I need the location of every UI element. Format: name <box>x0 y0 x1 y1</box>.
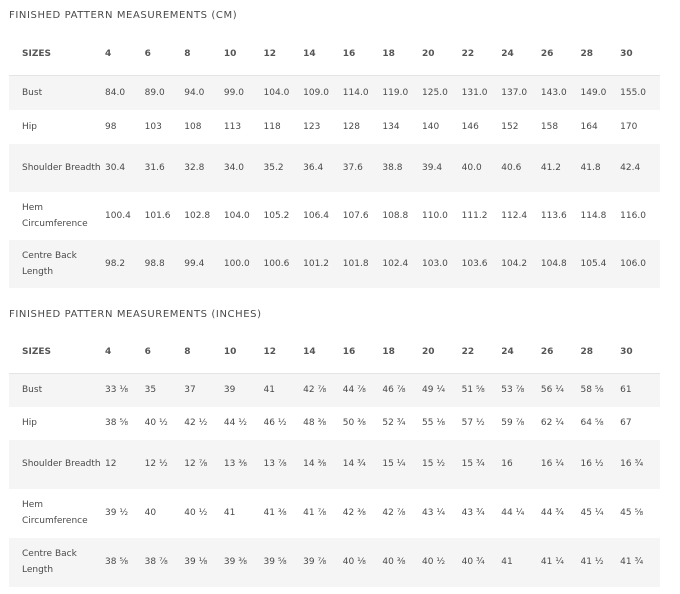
table-row <box>9 489 660 538</box>
table-header-row <box>9 32 660 76</box>
measurement-cell: 119.0 <box>382 87 409 98</box>
size-header-12: 12 <box>263 346 277 357</box>
measurement-cell: 38 ⅝ <box>105 557 129 567</box>
measurement-cell: 16 ¼ <box>540 459 564 469</box>
row-label: Bust <box>22 87 43 98</box>
table-row <box>9 76 660 110</box>
measurement-cell: 51 ⅝ <box>461 385 485 396</box>
table-row <box>9 240 660 288</box>
measurement-cell: 31.6 <box>144 162 165 173</box>
measurement-cell: 140 <box>422 121 440 132</box>
measurement-cell: 107.6 <box>342 210 369 221</box>
measurement-cell: 13 ⅞ <box>263 459 287 469</box>
measurement-cell: 164 <box>580 121 598 132</box>
measurement-cell: 16 <box>501 459 513 469</box>
measurement-cell: 111.2 <box>461 210 488 221</box>
table-row <box>9 144 660 192</box>
size-header-28: 28 <box>580 346 594 357</box>
measurement-cell: 106.4 <box>303 210 329 221</box>
measurement-cell: 137.0 <box>501 87 528 98</box>
row-label: Shoulder Breadth <box>22 162 101 173</box>
measurement-cell: 146 <box>461 121 479 132</box>
measurement-cell: 40 <box>144 508 157 518</box>
measurement-cell: 40 ¾ <box>461 557 485 567</box>
size-header-18: 18 <box>382 346 395 357</box>
measurement-cell: 39 ⅜ <box>223 557 247 567</box>
measurement-cell: 16 ½ <box>580 459 604 469</box>
measurement-cell: 55 ⅛ <box>422 418 446 428</box>
measurement-cell: 40 ½ <box>422 557 446 567</box>
measurement-cell: 155.0 <box>620 87 646 98</box>
measurement-cell: 42 ⅜ <box>342 508 366 518</box>
measurement-cell: 45 ¼ <box>580 508 604 518</box>
measurement-cell: 56 ¼ <box>540 385 564 396</box>
measurement-cell: 44 ⅞ <box>342 385 366 396</box>
measurement-cell: 118 <box>263 121 281 132</box>
measurement-cell: 44 ¾ <box>540 508 564 518</box>
size-header-4: 4 <box>105 346 112 357</box>
table-row <box>9 374 660 407</box>
row-label: Bust <box>22 385 43 396</box>
measurement-cell: 131.0 <box>461 87 488 98</box>
measurement-cell: 48 ⅜ <box>303 418 327 428</box>
measurement-cell: 40.0 <box>461 162 482 173</box>
measurement-cell: 15 ¾ <box>461 459 485 469</box>
measurement-cell: 101.8 <box>342 258 369 269</box>
measurement-cell: 43 ¾ <box>461 508 485 518</box>
measurement-cell: 42 ½ <box>184 418 208 428</box>
measurement-cell: 101.6 <box>144 210 171 221</box>
measurement-cell: 94.0 <box>184 87 205 98</box>
measurement-cell: 109.0 <box>303 87 329 98</box>
size-header-30: 30 <box>620 48 633 59</box>
measurement-cell: 112.4 <box>501 210 528 221</box>
measurement-cell: 114.8 <box>580 210 607 221</box>
measurement-cell: 128 <box>342 121 360 132</box>
sizes-header: SIZES <box>22 346 51 357</box>
size-header-14: 14 <box>303 346 316 357</box>
row-label: Hem Circumference <box>22 202 88 229</box>
measurement-cell: 113.6 <box>540 210 567 221</box>
measurement-cell: 45 ⅝ <box>620 508 644 518</box>
measurement-cell: 100.0 <box>223 258 250 269</box>
measurement-cell: 53 ⅞ <box>501 385 525 396</box>
measurement-cell: 62 ¼ <box>540 418 564 428</box>
measurement-cell: 35 <box>144 385 157 396</box>
size-header-4: 4 <box>105 48 112 59</box>
inches-section-title: FINISHED PATTERN MEASUREMENTS (INCHES) <box>9 309 262 320</box>
measurement-cell: 104.0 <box>263 87 290 98</box>
measurement-cell: 105.2 <box>263 210 290 221</box>
table-row <box>9 192 660 240</box>
measurement-cell: 42 ⅞ <box>303 385 327 396</box>
size-header-18: 18 <box>382 48 395 59</box>
measurement-cell: 41 ½ <box>580 557 604 567</box>
measurement-cell: 104.8 <box>540 258 567 269</box>
measurement-cell: 116.0 <box>620 210 646 221</box>
row-label: Shoulder Breadth <box>22 459 101 469</box>
measurement-cell: 64 ⅝ <box>580 418 604 428</box>
measurement-cell: 41.8 <box>580 162 601 173</box>
size-header-20: 20 <box>422 346 435 357</box>
measurement-cell: 98 <box>105 121 117 132</box>
measurement-cell: 57 ½ <box>461 418 485 428</box>
size-header-16: 16 <box>342 346 356 357</box>
measurement-cell: 89.0 <box>144 87 165 98</box>
table-row <box>9 407 660 440</box>
measurement-cell: 99.4 <box>184 258 205 269</box>
measurement-cell: 38 ⅞ <box>144 557 168 567</box>
measurement-cell: 15 ¼ <box>382 459 406 469</box>
measurement-cell: 39 <box>223 385 236 396</box>
row-label: Centre Back Length <box>22 250 77 277</box>
measurement-cell: 44 ½ <box>223 418 247 428</box>
measurement-cell: 14 ¾ <box>342 459 366 469</box>
measurement-cell: 98.2 <box>105 258 126 269</box>
measurement-cell: 13 ⅜ <box>223 459 247 469</box>
cm-section-title: FINISHED PATTERN MEASUREMENTS (CM) <box>9 10 238 21</box>
measurement-cell: 52 ¾ <box>382 418 406 428</box>
measurement-cell: 41.2 <box>540 162 561 173</box>
measurement-cell: 39 ⅝ <box>263 557 287 567</box>
table-header-row <box>9 330 660 374</box>
size-header-26: 26 <box>540 346 554 357</box>
measurement-cell: 15 ½ <box>422 459 446 469</box>
measurement-cell: 39 ⅞ <box>303 557 327 567</box>
measurement-cell: 152 <box>501 121 519 132</box>
measurement-cell: 40 ½ <box>184 508 208 518</box>
measurement-cell: 39 ⅛ <box>184 557 208 567</box>
measurement-cell: 41 <box>501 557 513 567</box>
size-header-28: 28 <box>580 48 594 59</box>
measurement-cell: 134 <box>382 121 400 132</box>
measurement-cell: 67 <box>620 418 632 428</box>
measurement-cell: 61 <box>620 385 632 396</box>
size-header-14: 14 <box>303 48 316 59</box>
measurement-cell: 39 ½ <box>105 508 129 518</box>
measurement-cell: 30.4 <box>105 162 126 173</box>
measurement-cell: 37.6 <box>342 162 363 173</box>
measurement-cell: 101.2 <box>303 258 329 269</box>
measurement-cell: 40 ⅛ <box>342 557 366 567</box>
measurement-cell: 41 <box>223 508 236 518</box>
size-header-6: 6 <box>144 48 151 59</box>
inches-measurements-table <box>9 330 660 587</box>
measurement-cell: 59 ⅞ <box>501 418 525 428</box>
measurement-cell: 12 ½ <box>144 459 168 469</box>
measurement-cell: 41 ⅞ <box>303 508 327 518</box>
row-label: Hip <box>22 418 37 428</box>
measurement-cell: 32.8 <box>184 162 205 173</box>
table-row <box>9 538 660 587</box>
measurement-cell: 34.0 <box>223 162 244 173</box>
measurement-cell: 102.8 <box>184 210 211 221</box>
size-header-22: 22 <box>461 48 475 59</box>
measurement-cell: 102.4 <box>382 258 409 269</box>
size-header-8: 8 <box>184 346 191 357</box>
measurement-cell: 125.0 <box>422 87 448 98</box>
measurement-cell: 43 ¼ <box>422 508 446 518</box>
measurement-cell: 149.0 <box>580 87 607 98</box>
measurement-cell: 108 <box>184 121 202 132</box>
measurement-cell: 41 ⅜ <box>263 508 287 518</box>
size-header-16: 16 <box>342 48 356 59</box>
measurement-cell: 41 <box>263 385 275 396</box>
measurement-cell: 35.2 <box>263 162 284 173</box>
measurement-cell: 12 <box>105 459 117 469</box>
row-label: Hip <box>22 121 37 132</box>
measurement-cell: 170 <box>620 121 638 132</box>
measurement-cell: 39.4 <box>422 162 443 173</box>
measurement-cell: 46 ½ <box>263 418 287 428</box>
measurement-cell: 50 ⅜ <box>342 418 366 428</box>
measurement-cell: 40 ½ <box>144 418 168 428</box>
measurement-cell: 14 ⅜ <box>303 459 327 469</box>
measurement-cell: 38 ⅝ <box>105 418 129 428</box>
measurement-cell: 98.8 <box>144 258 165 269</box>
measurement-cell: 108.8 <box>382 210 409 221</box>
measurement-cell: 58 ⅝ <box>580 385 604 396</box>
measurement-cell: 41 ¼ <box>540 557 564 567</box>
size-header-10: 10 <box>223 48 237 59</box>
measurement-cell: 38.8 <box>382 162 403 173</box>
measurement-cell: 113 <box>223 121 242 132</box>
measurement-cell: 46 ⅞ <box>382 385 406 396</box>
size-header-10: 10 <box>223 346 237 357</box>
measurement-cell: 105.4 <box>580 258 607 269</box>
measurement-cell: 49 ¼ <box>422 385 446 396</box>
row-label: Hem Circumference <box>22 500 88 526</box>
measurement-cell: 99.0 <box>223 87 244 98</box>
size-header-24: 24 <box>501 346 514 357</box>
size-header-20: 20 <box>422 48 435 59</box>
measurement-cell: 33 ⅛ <box>105 385 129 396</box>
measurement-cell: 104.2 <box>501 258 528 269</box>
measurement-cell: 123 <box>303 121 321 132</box>
measurement-cell: 143.0 <box>540 87 567 98</box>
measurement-cell: 103.0 <box>422 258 448 269</box>
measurement-cell: 36.4 <box>303 162 324 173</box>
measurement-cell: 12 ⅞ <box>184 459 208 469</box>
sizes-header: SIZES <box>22 48 51 59</box>
measurement-cell: 114.0 <box>342 87 369 98</box>
measurement-cell: 37 <box>184 385 196 396</box>
size-header-12: 12 <box>263 48 277 59</box>
size-header-26: 26 <box>540 48 554 59</box>
measurement-cell: 100.6 <box>263 258 290 269</box>
table-row <box>9 440 660 489</box>
measurement-cell: 41 ¾ <box>620 557 644 567</box>
measurement-cell: 100.4 <box>105 210 131 221</box>
measurement-cell: 103 <box>144 121 162 132</box>
measurement-cell: 42.4 <box>620 162 641 173</box>
row-label: Centre Back Length <box>22 549 77 575</box>
size-header-24: 24 <box>501 48 514 59</box>
measurement-cell: 44 ¼ <box>501 508 525 518</box>
measurement-cell: 40 ⅜ <box>382 557 406 567</box>
measurement-cell: 106.0 <box>620 258 646 269</box>
size-header-22: 22 <box>461 346 475 357</box>
size-header-30: 30 <box>620 346 633 357</box>
measurement-cell: 158 <box>540 121 559 132</box>
measurement-cell: 104.0 <box>223 210 250 221</box>
size-header-6: 6 <box>144 346 151 357</box>
measurement-cell: 110.0 <box>422 210 448 221</box>
measurement-cell: 16 ¾ <box>620 459 644 469</box>
measurement-cell: 84.0 <box>105 87 126 98</box>
table-row <box>9 110 660 144</box>
measurement-cell: 103.6 <box>461 258 488 269</box>
size-header-8: 8 <box>184 48 191 59</box>
measurement-cell: 40.6 <box>501 162 522 173</box>
cm-measurements-table <box>9 32 660 288</box>
measurement-cell: 42 ⅞ <box>382 508 406 518</box>
